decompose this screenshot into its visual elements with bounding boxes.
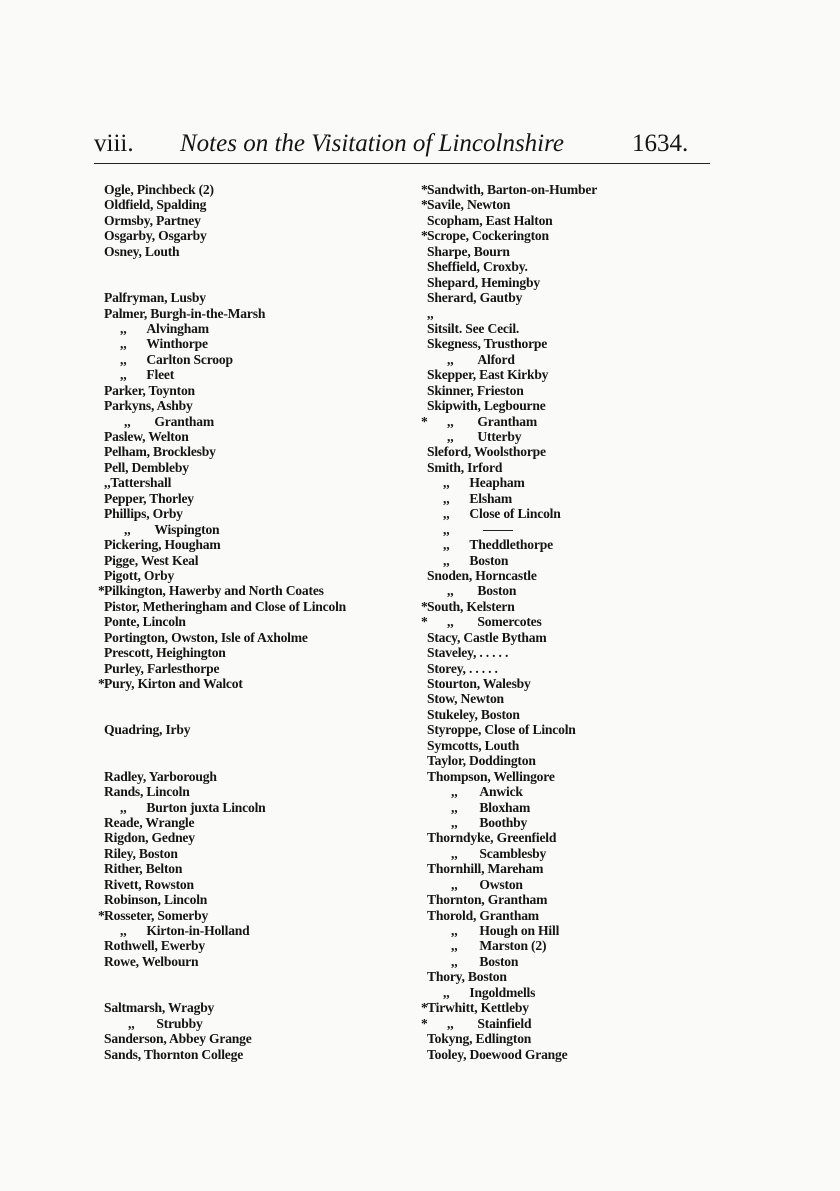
entry-text: Stow, Newton bbox=[427, 691, 504, 707]
ditto-mark: ,, bbox=[451, 814, 458, 830]
entry-text: Pell, Dembleby bbox=[104, 459, 189, 475]
entry-text: Radley, Yarborough bbox=[104, 768, 217, 784]
entry-text: Sanderson, Abbey Grange bbox=[104, 1031, 252, 1047]
index-entry bbox=[104, 769, 404, 784]
index-entry bbox=[427, 213, 727, 228]
entry-text: Sheffield, Croxby. bbox=[427, 259, 528, 275]
entry-text: Stourton, Walesby bbox=[427, 676, 531, 691]
ditto-mark: ,, bbox=[443, 537, 450, 553]
index-entry bbox=[104, 290, 404, 305]
entry-text: Snoden, Horncastle bbox=[427, 567, 537, 583]
ditto-mark: ,, bbox=[120, 367, 127, 383]
entry-text: Ormsby, Partney bbox=[104, 212, 201, 228]
index-entry bbox=[427, 522, 727, 537]
entry-text: Paslew, Welton bbox=[104, 429, 189, 444]
index-entry bbox=[104, 491, 404, 506]
index-entry bbox=[104, 244, 404, 259]
blank-dash bbox=[483, 530, 513, 531]
index-entry bbox=[104, 367, 404, 382]
index-entry bbox=[427, 414, 727, 429]
entry-text: Alford bbox=[477, 351, 515, 367]
index-entry bbox=[427, 537, 727, 552]
index-entry bbox=[104, 830, 404, 845]
index-entry bbox=[104, 800, 404, 815]
index-entry bbox=[427, 259, 727, 274]
entry-text: Parkyns, Ashby bbox=[104, 398, 193, 414]
index-entry bbox=[104, 197, 404, 212]
index-entry bbox=[427, 244, 727, 259]
entry-text: Winthorpe bbox=[146, 336, 208, 352]
page-header bbox=[94, 126, 706, 162]
index-entry bbox=[104, 645, 404, 660]
entry-text: Bloxham bbox=[479, 799, 531, 815]
ditto-mark: ,, bbox=[451, 876, 458, 892]
index-entry bbox=[427, 599, 727, 614]
index-entry bbox=[427, 1031, 727, 1046]
index-entry bbox=[427, 661, 727, 676]
index-entry bbox=[427, 691, 727, 706]
index-entry bbox=[104, 460, 404, 475]
index-entry bbox=[427, 969, 727, 984]
index-entry bbox=[427, 336, 727, 351]
entry-text: Pury, Kirton and Walcot bbox=[104, 676, 243, 691]
entry-text: Storey, . . . . . bbox=[427, 660, 498, 676]
index-entry bbox=[427, 1016, 727, 1031]
entry-text: Robinson, Lincoln bbox=[104, 892, 208, 908]
ditto-mark: ,, bbox=[447, 413, 454, 429]
entry-text: Somercotes bbox=[477, 614, 542, 630]
entry-text: Elsham bbox=[469, 490, 513, 506]
entry-text: Pepper, Thorley bbox=[104, 490, 194, 506]
entry-text: Boston bbox=[477, 583, 517, 599]
entry-text: Osgarby, Osgarby bbox=[104, 228, 207, 244]
index-entry bbox=[104, 954, 404, 969]
index-entry bbox=[427, 861, 727, 876]
right-column bbox=[427, 182, 727, 1062]
entry-text: Carlton Scroop bbox=[146, 351, 233, 367]
ditto-mark: ,, bbox=[443, 475, 450, 491]
entry-text: Thornhill, Mareham bbox=[427, 861, 544, 877]
entry-text: Theddlethorpe bbox=[469, 537, 553, 553]
index-entry bbox=[427, 460, 727, 475]
index-entry bbox=[104, 568, 404, 583]
entry-text: Tooley, Doewood Grange bbox=[427, 1046, 568, 1062]
entry-text: Thorndyke, Greenfield bbox=[427, 830, 557, 846]
index-entry bbox=[427, 923, 727, 938]
running-title: Notes on the Visitation of Lincolnshire bbox=[180, 130, 565, 157]
entry-text: Marston (2) bbox=[479, 938, 547, 954]
ditto-mark: ,, bbox=[451, 938, 458, 954]
entry-text: Owston bbox=[479, 876, 523, 892]
entry-text: Thory, Boston bbox=[427, 969, 507, 985]
index-entry bbox=[427, 908, 727, 923]
entry-text: Portington, Owston, Isle of Axholme bbox=[104, 629, 308, 645]
index-entry bbox=[427, 352, 727, 367]
ditto-mark: ,, bbox=[451, 799, 458, 815]
entry-text: Grantham bbox=[154, 413, 214, 429]
index-entry bbox=[427, 506, 727, 521]
entry-text: Saltmarsh, Wragby bbox=[104, 1000, 215, 1016]
entry-text: Phillips, Orby bbox=[104, 506, 183, 522]
ditto-mark: ,, bbox=[443, 506, 450, 522]
ditto-mark: ,, bbox=[427, 305, 434, 321]
ditto-mark: ,, bbox=[443, 984, 450, 1000]
index-entry bbox=[427, 738, 727, 753]
entry-text: Pistor, Metheringham and Close of Lincoln bbox=[104, 598, 347, 614]
index-entry bbox=[427, 815, 727, 830]
index-entry bbox=[427, 383, 727, 398]
ditto-mark: ,, bbox=[120, 923, 127, 938]
ditto-mark: ,, bbox=[120, 799, 127, 815]
entry-text: Rowe, Welbourn bbox=[104, 953, 199, 969]
entry-text: Sleford, Woolsthorpe bbox=[427, 444, 546, 460]
index-entry bbox=[104, 583, 404, 598]
entry-text: Close of Lincoln bbox=[469, 506, 561, 522]
ditto-mark: ,, bbox=[447, 583, 454, 599]
index-entry bbox=[427, 830, 727, 845]
index-entry bbox=[427, 398, 727, 413]
entry-text: Prescott, Heighington bbox=[104, 645, 226, 661]
index-entry bbox=[427, 367, 727, 382]
index-entry bbox=[104, 537, 404, 552]
index-entry bbox=[104, 1016, 404, 1031]
index-entry bbox=[104, 861, 404, 876]
entry-text: Sandwith, Barton-on-Humber bbox=[427, 182, 598, 197]
entry-text: Boston bbox=[469, 552, 509, 568]
entry-text: Thornton, Grantham bbox=[427, 892, 548, 908]
index-entry bbox=[427, 583, 727, 598]
entry-text: Skepper, East Kirkby bbox=[427, 367, 549, 383]
entry-text: Kirton-in-Holland bbox=[146, 923, 250, 938]
entry-text: Staveley, . . . . . bbox=[427, 645, 509, 661]
index-entry bbox=[427, 321, 727, 336]
index-entry bbox=[427, 769, 727, 784]
ditto-mark: ,, bbox=[447, 1015, 454, 1031]
entry-text: Styroppe, Close of Lincoln bbox=[427, 722, 576, 738]
ditto-mark: ,, bbox=[451, 845, 458, 861]
entry-text: Osney, Louth bbox=[104, 243, 180, 259]
entry-text: Stukeley, Boston bbox=[427, 706, 520, 722]
entry-text: Sharpe, Bourn bbox=[427, 243, 510, 259]
ditto-mark: ,, bbox=[451, 953, 458, 969]
index-entry bbox=[104, 228, 404, 243]
entry-text: Skegness, Trusthorpe bbox=[427, 336, 548, 352]
entry-text: Anwick bbox=[479, 784, 523, 800]
index-entry bbox=[427, 985, 727, 1000]
entry-text: Scamblesby bbox=[479, 845, 547, 861]
index-entry bbox=[104, 475, 404, 490]
entry-text: Grantham bbox=[477, 413, 537, 429]
entry-text: Pigott, Orby bbox=[104, 567, 175, 583]
index-entry bbox=[427, 630, 727, 645]
ditto-mark: ,, bbox=[447, 351, 454, 367]
index-entry bbox=[104, 892, 404, 907]
index-entry bbox=[427, 938, 727, 953]
entry-text: Wispington bbox=[154, 521, 220, 537]
index-entry bbox=[427, 429, 727, 444]
entry-text: Palfryman, Lusby bbox=[104, 290, 206, 306]
index-entry bbox=[104, 352, 404, 367]
index-entry bbox=[104, 444, 404, 459]
entry-text: Parker, Toynton bbox=[104, 382, 195, 398]
index-entry bbox=[104, 336, 404, 351]
index-entry bbox=[104, 614, 404, 629]
left-column bbox=[104, 182, 404, 1062]
index-entry bbox=[104, 908, 404, 923]
entry-text: Quadring, Irby bbox=[104, 722, 191, 738]
index-entry bbox=[104, 676, 404, 691]
blank-line bbox=[104, 985, 404, 1000]
entry-text: Pigge, West Keal bbox=[104, 552, 199, 568]
ditto-mark: ,, bbox=[128, 1015, 135, 1031]
index-entry bbox=[427, 1047, 727, 1062]
blank-line bbox=[104, 753, 404, 768]
entry-text: Stainfield bbox=[477, 1015, 532, 1031]
entry-text: Boothby bbox=[479, 814, 528, 830]
entry-text: Skinner, Frieston bbox=[427, 382, 524, 398]
entry-text: Thompson, Wellingore bbox=[427, 768, 555, 784]
index-entry bbox=[427, 954, 727, 969]
blank-line bbox=[104, 969, 404, 984]
index-entry bbox=[427, 475, 727, 490]
ditto-mark: ,, bbox=[451, 923, 458, 938]
header-rule bbox=[94, 163, 710, 164]
entry-text: Rosseter, Somerby bbox=[104, 907, 209, 923]
index-entry bbox=[104, 522, 404, 537]
entry-text: Boston bbox=[479, 953, 519, 969]
entry-text: Taylor, Doddington bbox=[427, 753, 536, 769]
index-entry bbox=[427, 228, 727, 243]
ditto-mark: ,, bbox=[120, 320, 127, 336]
ditto-mark: ,, bbox=[447, 429, 454, 444]
entry-text: Pelham, Brocklesby bbox=[104, 444, 216, 460]
entry-text: Pilkington, Hawerby and North Coates bbox=[104, 583, 324, 599]
index-entry bbox=[104, 815, 404, 830]
index-entry bbox=[427, 1000, 727, 1015]
ditto-mark: ,, bbox=[451, 784, 458, 800]
entry-text: Palmer, Burgh-in-the-Marsh bbox=[104, 305, 266, 321]
index-entry bbox=[427, 877, 727, 892]
index-entry bbox=[104, 661, 404, 676]
entry-text: Symcotts, Louth bbox=[427, 737, 520, 753]
index-entry bbox=[427, 614, 727, 629]
entry-text: Strubby bbox=[156, 1015, 203, 1031]
entry-text: Rands, Lincoln bbox=[104, 784, 190, 800]
entry-text: Sitsilt. See Cecil. bbox=[427, 320, 520, 336]
index-entry bbox=[427, 707, 727, 722]
index-entry bbox=[104, 630, 404, 645]
ditto-mark: ,, bbox=[124, 413, 131, 429]
index-entry bbox=[104, 506, 404, 521]
entry-text: Sherard, Gautby bbox=[427, 290, 523, 306]
entry-text: Rivett, Rowston bbox=[104, 876, 194, 892]
entry-text: Riley, Boston bbox=[104, 845, 178, 861]
entry-text: Fleet bbox=[146, 367, 175, 383]
entry-text: Ponte, Lincoln bbox=[104, 614, 186, 630]
entry-text: Hough on Hill bbox=[479, 923, 560, 938]
ditto-mark: ,, bbox=[120, 351, 127, 367]
index-entry bbox=[104, 383, 404, 398]
index-entry bbox=[104, 1047, 404, 1062]
index-entry bbox=[104, 213, 404, 228]
index-entry bbox=[104, 877, 404, 892]
index-entry bbox=[104, 306, 404, 321]
entry-text: Skipwith, Legbourne bbox=[427, 398, 546, 414]
entry-text: Scopham, East Halton bbox=[427, 212, 553, 228]
index-entry bbox=[427, 275, 727, 290]
index-entry bbox=[427, 290, 727, 305]
entry-text: Ogle, Pinchbeck (2) bbox=[104, 182, 214, 197]
entry-text: Tirwhitt, Kettleby bbox=[427, 1000, 529, 1016]
entry-text: Smith, Irford bbox=[427, 459, 503, 475]
blank-line bbox=[104, 707, 404, 722]
ditto-mark: ,, bbox=[443, 552, 450, 568]
blank-line bbox=[104, 738, 404, 753]
index-entry bbox=[104, 321, 404, 336]
ditto-mark: ,, bbox=[443, 490, 450, 506]
index-entry bbox=[104, 414, 404, 429]
entry-text: Scrope, Cockerington bbox=[427, 228, 549, 244]
entry-text: Rothwell, Ewerby bbox=[104, 938, 206, 954]
entry-text: Shepard, Hemingby bbox=[427, 274, 540, 290]
index-entry bbox=[104, 846, 404, 861]
ditto-mark: ,, bbox=[124, 521, 131, 537]
entry-text: Rither, Belton bbox=[104, 861, 183, 877]
index-entry bbox=[427, 722, 727, 737]
index-entry bbox=[104, 553, 404, 568]
index-entry bbox=[427, 553, 727, 568]
entry-text: Pickering, Hougham bbox=[104, 537, 221, 553]
entry-text: Savile, Newton bbox=[427, 197, 511, 213]
index-entry bbox=[427, 846, 727, 861]
index-entry bbox=[427, 753, 727, 768]
blank-line bbox=[104, 259, 404, 274]
entry-text: Purley, Farlesthorpe bbox=[104, 660, 220, 676]
index-entry bbox=[427, 444, 727, 459]
index-entry bbox=[427, 306, 727, 321]
entry-text: Tattershall bbox=[110, 475, 172, 491]
entry-text: South, Kelstern bbox=[427, 598, 515, 614]
index-entry bbox=[104, 784, 404, 799]
entry-text: Utterby bbox=[477, 429, 522, 444]
entry-text: Oldfield, Spalding bbox=[104, 197, 207, 213]
entry-text: Rigdon, Gedney bbox=[104, 830, 195, 846]
index-entry bbox=[104, 1031, 404, 1046]
running-title-year: 1634. bbox=[632, 130, 689, 157]
entry-text: Heapham bbox=[469, 475, 525, 491]
entry-text: Sands, Thornton College bbox=[104, 1046, 244, 1062]
blank-line bbox=[104, 275, 404, 290]
entry-text: Ingoldmells bbox=[469, 984, 536, 1000]
ditto-mark: ,, bbox=[447, 614, 454, 630]
ditto-mark: ,, bbox=[104, 475, 111, 491]
index-entry bbox=[104, 398, 404, 413]
page-number: viii. bbox=[94, 130, 134, 157]
index-entry bbox=[104, 722, 404, 737]
index-entry bbox=[427, 568, 727, 583]
entry-text: Alvingham bbox=[146, 320, 209, 336]
entry-text: Tokyng, Edlington bbox=[427, 1031, 532, 1047]
entry-text: Thorold, Grantham bbox=[427, 907, 539, 923]
entry-text: Burton juxta Lincoln bbox=[146, 799, 266, 815]
index-entry bbox=[427, 182, 727, 197]
entry-text: Stacy, Castle Bytham bbox=[427, 629, 547, 645]
index-entry bbox=[427, 892, 727, 907]
entry-text: Reade, Wrangle bbox=[104, 814, 195, 830]
index-entry bbox=[427, 197, 727, 212]
index-entry bbox=[427, 645, 727, 660]
index-entry bbox=[104, 599, 404, 614]
index-entry bbox=[427, 784, 727, 799]
ditto-mark: ,, bbox=[120, 336, 127, 352]
index-entry bbox=[104, 923, 404, 938]
index-entry bbox=[427, 676, 727, 691]
index-entry bbox=[104, 429, 404, 444]
blank-line bbox=[104, 691, 404, 706]
ditto-mark: ,, bbox=[443, 521, 450, 537]
index-entry bbox=[104, 182, 404, 197]
index-entry bbox=[427, 491, 727, 506]
index-entry bbox=[104, 1000, 404, 1015]
index-entry bbox=[427, 800, 727, 815]
index-entry bbox=[104, 938, 404, 953]
